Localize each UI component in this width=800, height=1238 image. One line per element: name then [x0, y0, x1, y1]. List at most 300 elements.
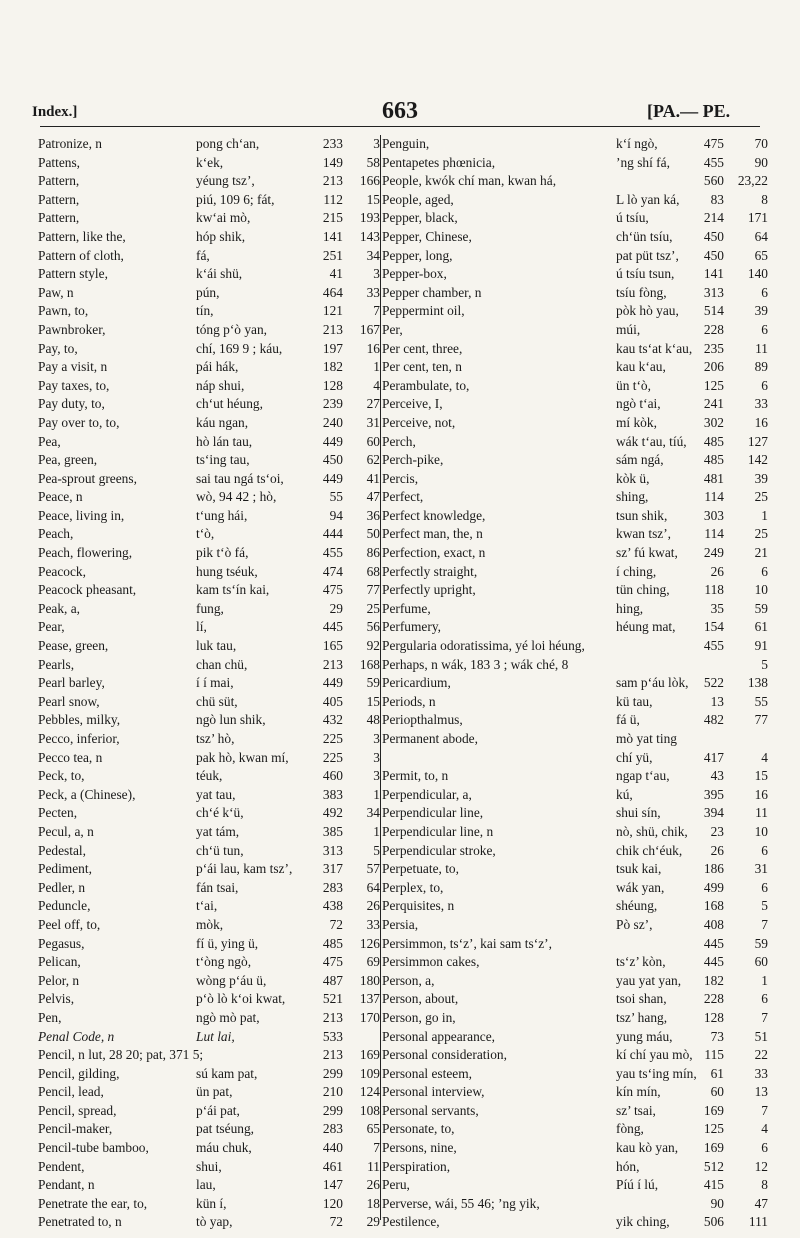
entry-row [38, 1139, 380, 1158]
entry-row [38, 228, 380, 247]
entry-page: 445 [703, 954, 724, 970]
entry-chinese: kú, [616, 786, 633, 802]
entry-row [38, 618, 380, 637]
entry-term: Pendent, [38, 1158, 85, 1174]
entry-row [382, 135, 768, 154]
entry-number: 6 [761, 321, 768, 337]
entry-page: 149 [322, 154, 343, 170]
entry-chinese: t‘ung hái, [196, 507, 248, 523]
entry-number: 6 [761, 1140, 768, 1156]
entry-term: Pentapetes phœnicia, [382, 154, 496, 170]
entry-term: Perfectly straight, [382, 563, 478, 579]
entry-chinese: yau ts‘ing mín, [616, 1065, 697, 1081]
entry-row [38, 209, 380, 228]
entry-term: Persimmon, ts‘z’, kai sam ts‘z’, [382, 935, 552, 951]
entry-number: 7 [761, 916, 768, 932]
entry-page: 303 [703, 507, 724, 523]
entry-term: Pattern, [38, 210, 80, 226]
entry-number: 6 [761, 377, 768, 393]
entry-page: 461 [322, 1158, 343, 1174]
entry-term: Pay, to, [38, 340, 78, 356]
entry-number: 77 [754, 712, 768, 728]
entry-number: 171 [747, 210, 768, 226]
entry-term: Perceive, I, [382, 396, 443, 412]
entry-row [382, 302, 768, 321]
entry-chinese: ts‘z’ kòn, [616, 954, 666, 970]
entry-row [382, 228, 768, 247]
entry-row [38, 879, 380, 898]
entry-page: 13 [710, 693, 724, 709]
entry-row [38, 656, 380, 675]
entry-term: Pea-sprout greens, [38, 470, 137, 486]
entry-term: Perfectly upright, [382, 582, 476, 598]
entry-number: 69 [366, 954, 380, 970]
entry-term: Pawn, to, [38, 303, 89, 319]
entry-page: 506 [703, 1214, 724, 1230]
entry-page: 440 [322, 1140, 343, 1156]
entry-number: 170 [359, 1009, 380, 1025]
entry-term: Pattens, [38, 154, 81, 170]
entry-page: 35 [710, 600, 724, 616]
entry-page: 438 [322, 898, 343, 914]
entry-chinese: tün ching, [616, 582, 670, 598]
entry-term: Pebbles, milky, [38, 712, 121, 728]
entry-term: Pawnbroker, [38, 321, 106, 337]
entry-chinese: tò yap, [196, 1214, 233, 1230]
entry-chinese: p‘ái lau, kam tsz’, [196, 861, 293, 877]
entry-row [38, 711, 380, 730]
entry-chinese: ngò mò pat, [196, 1009, 260, 1025]
entry-number: 65 [366, 1121, 380, 1137]
entry-number: 6 [761, 563, 768, 579]
entry-chinese: kau kò yan, [616, 1140, 679, 1156]
entry-row [382, 563, 768, 582]
entry-chinese: yat tau, [196, 786, 236, 802]
entry-row [382, 656, 768, 675]
entry-row [38, 897, 380, 916]
entry-page: 249 [703, 545, 724, 561]
entry-term: Pattern style, [38, 266, 108, 282]
entry-page: 225 [322, 731, 343, 746]
entry-chinese: kü tau, [616, 693, 653, 709]
entry-page: 299 [322, 1065, 343, 1081]
entry-term: Pecul, a, n [38, 823, 94, 839]
entry-term: Peace, n [38, 489, 83, 505]
entry-row [382, 433, 768, 452]
entry-chinese: hung tséuk, [196, 563, 258, 579]
entry-row [382, 247, 768, 266]
entry-chinese: chü süt, [196, 693, 238, 709]
entry-page: 408 [703, 916, 724, 932]
entry-term: Penal Code, n [38, 1028, 115, 1044]
entry-number: 3 [373, 749, 380, 765]
entry-page: 121 [322, 303, 343, 319]
entry-number: 91 [754, 638, 768, 654]
entry-row [38, 1083, 380, 1102]
entry-row [38, 563, 380, 582]
entry-page: 313 [703, 284, 724, 300]
entry-term: Pelvis, [38, 991, 75, 1007]
entry-row [382, 470, 768, 489]
entry-row [382, 897, 768, 916]
entry-chinese: ngò lun shik, [196, 712, 266, 728]
entry-number: 7 [373, 1140, 380, 1156]
entry-chinese: fá, [196, 247, 210, 263]
entry-number: 55 [754, 693, 768, 709]
entry-number: 11 [755, 805, 768, 821]
entry-row [38, 1176, 380, 1195]
entry-chinese: wò, 94 42 ; hò, [196, 489, 277, 505]
entry-term: Persons, nine, [382, 1140, 457, 1156]
entry-number: 90 [754, 154, 768, 170]
entry-chinese: yau yat yan, [616, 972, 682, 988]
entry-chinese: t‘ò, [196, 526, 215, 542]
entry-row [382, 767, 768, 786]
entry-row [382, 842, 768, 861]
entry-chinese: tín, [196, 303, 214, 319]
entry-page: 125 [703, 377, 724, 393]
entry-page: 215 [322, 210, 343, 226]
entry-row [382, 1176, 768, 1195]
entry-term: Pearl snow, [38, 693, 100, 709]
entry-number: 68 [366, 563, 380, 579]
entry-term: Pattern, [38, 191, 80, 207]
entry-number: 47 [366, 489, 380, 505]
entry-row [38, 358, 380, 377]
entry-row [38, 451, 380, 470]
entry-term: Per cent, three, [382, 340, 463, 356]
entry-page: 182 [703, 972, 724, 988]
entry-term: Paw, n [38, 284, 74, 300]
entry-page: 43 [710, 768, 724, 784]
entry-chinese: tsun shik, [616, 507, 668, 523]
entry-row [382, 1213, 768, 1232]
entry-row [38, 395, 380, 414]
entry-term: Pelican, [38, 954, 81, 970]
entry-term: Pepper chamber, n [382, 284, 482, 300]
entry-chinese: Lut lai, [196, 1028, 235, 1044]
entry-row [382, 414, 768, 433]
entry-row [38, 1065, 380, 1084]
entry-chinese: kwan tsz’, [616, 526, 672, 542]
entry-page: 560 [703, 173, 724, 189]
entry-row [38, 972, 380, 991]
entry-term: Pearls, [38, 656, 75, 672]
entry-page: 213 [322, 173, 343, 189]
entry-term: Peck, a (Chinese), [38, 786, 136, 802]
entry-term: Perch-pike, [382, 452, 444, 468]
entry-row [382, 916, 768, 935]
entry-page: 450 [703, 228, 724, 244]
entry-term: Personal servants, [382, 1102, 479, 1118]
entry-row [38, 507, 380, 526]
entry-number: 138 [747, 675, 768, 691]
entry-row [382, 1009, 768, 1028]
entry-term: Pear, [38, 619, 65, 635]
entry-page: 445 [322, 619, 343, 635]
entry-page: 499 [703, 879, 724, 895]
entry-row [38, 302, 380, 321]
entry-chinese: mí kòk, [616, 414, 657, 430]
entry-chinese: kw‘ai mò, [196, 210, 251, 226]
entry-page: 29 [329, 600, 343, 616]
entry-term: Pay over to, to, [38, 414, 120, 430]
entry-term: Pecco tea, n [38, 749, 103, 765]
entry-term: Peach, flowering, [38, 545, 133, 561]
entry-term: Perfume, [382, 600, 431, 616]
entry-chinese: mòk, [196, 916, 224, 932]
entry-chinese: tsuk kai, [616, 861, 662, 877]
entry-number: 8 [761, 191, 768, 207]
entry-row [382, 600, 768, 619]
entry-number: 92 [366, 638, 380, 654]
entry-page: 61 [710, 1065, 724, 1081]
entry-number: 36 [366, 507, 380, 523]
entry-chinese: yéung tsz’, [196, 173, 255, 189]
entry-page: 141 [322, 228, 343, 244]
entry-number: 3 [373, 731, 380, 746]
entry-page: 228 [703, 991, 724, 1007]
entry-chinese: k‘ek, [196, 154, 224, 170]
entry-chinese: pòk hò yau, [616, 303, 679, 319]
entry-page: 128 [322, 377, 343, 393]
entry-page: 83 [710, 191, 724, 207]
entry-number: 12 [754, 1158, 768, 1174]
entry-page: 482 [703, 712, 724, 728]
entry-chinese: kam ts‘ín kai, [196, 582, 270, 598]
entry-term: Perfumery, [382, 619, 441, 635]
entry-page: 228 [703, 321, 724, 337]
entry-row [382, 1028, 768, 1047]
entry-page: 214 [703, 210, 724, 226]
entry-page: 94 [329, 507, 343, 523]
entry-page: 239 [322, 396, 343, 412]
entry-number: 15 [366, 191, 380, 207]
entry-row [382, 749, 768, 768]
entry-row [382, 1139, 768, 1158]
entry-number: 11 [755, 340, 768, 356]
entry-number: 1 [761, 507, 768, 523]
entry-number: 180 [359, 972, 380, 988]
entry-row [382, 1120, 768, 1139]
entry-row [382, 154, 768, 173]
entry-term: Pattern, [38, 173, 80, 189]
entry-term: Perfect man, the, n [382, 526, 483, 542]
entry-term: Pestilence, [382, 1214, 440, 1230]
entry-row [382, 340, 768, 359]
entry-page: 112 [323, 191, 343, 207]
entry-term: Pencil-tube bamboo, [38, 1140, 149, 1156]
entry-page: 213 [322, 321, 343, 337]
entry-number: 33 [366, 916, 380, 932]
entry-page: 481 [703, 470, 724, 486]
entry-term: Pea, green, [38, 452, 98, 468]
entry-number: 3 [373, 266, 380, 282]
entry-page: 120 [322, 1195, 343, 1211]
entry-page: 213 [322, 1009, 343, 1025]
entry-term: Pen, [38, 1009, 62, 1025]
index-label: Index.] [32, 104, 78, 120]
entry-chinese: tsoi shan, [616, 991, 667, 1007]
column-divider [380, 135, 381, 1220]
entry-row [382, 172, 768, 191]
entry-term: Perhaps, n wák, 183 3 ; wák ché, 8 [382, 656, 569, 672]
entry-number: 56 [366, 619, 380, 635]
left-column [38, 135, 380, 1232]
entry-page: 118 [704, 582, 724, 598]
entry-page: 521 [322, 991, 343, 1007]
entry-row [382, 1158, 768, 1177]
entry-chinese: máu chuk, [196, 1140, 252, 1156]
entry-term: Permit, to, n [382, 768, 449, 784]
entry-page: 72 [329, 916, 343, 932]
entry-term: Pendant, n [38, 1177, 95, 1193]
entry-number: 109 [359, 1065, 380, 1081]
entry-number: 89 [754, 359, 768, 375]
entry-page: 514 [703, 303, 724, 319]
entry-page: 533 [322, 1028, 343, 1044]
entry-page: 55 [329, 489, 343, 505]
entry-chinese: tsíu fòng, [616, 284, 667, 300]
entry-number: 26 [366, 898, 380, 914]
entry-term: People, kwók chí man, kwan há, [382, 173, 557, 189]
entry-chinese: shui sín, [616, 805, 661, 821]
entry-row [38, 247, 380, 266]
entry-chinese: t‘òng ngò, [196, 954, 252, 970]
entry-page: 432 [322, 712, 343, 728]
entry-term: Pericardium, [382, 675, 451, 691]
entry-chinese: p‘ò lò k‘oi kwat, [196, 991, 286, 1007]
entry-term: Peppermint oil, [382, 303, 465, 319]
entry-page: 165 [322, 638, 343, 654]
entry-number: 7 [761, 1009, 768, 1025]
entry-number: 25 [754, 526, 768, 542]
entry-number: 6 [761, 991, 768, 1007]
entry-chinese: tóng p‘ò yan, [196, 321, 268, 337]
entry-term: Perfection, exact, n [382, 545, 486, 561]
entry-term: Pease, green, [38, 638, 109, 654]
entry-term: Person, go in, [382, 1009, 456, 1025]
entry-term: Permanent abode, [382, 731, 478, 746]
entry-row [38, 1195, 380, 1214]
entry-chinese: yik ching, [616, 1214, 670, 1230]
entry-term: Pepper, Chinese, [382, 228, 472, 244]
entry-chinese: tsz’ hò, [196, 731, 235, 746]
entry-number: 60 [754, 954, 768, 970]
entry-term: Peduncle, [38, 898, 91, 914]
entry-number: 61 [754, 619, 768, 635]
entry-chinese: lí, [196, 619, 207, 635]
entry-page: 147 [322, 1177, 343, 1193]
entry-page: 186 [703, 861, 724, 877]
entry-page: 283 [322, 879, 343, 895]
entry-page: 449 [322, 675, 343, 691]
entry-term: Periopthalmus, [382, 712, 463, 728]
entry-row [38, 842, 380, 861]
entry-chinese: chik ch‘éuk, [616, 842, 683, 858]
entry-page: 474 [322, 563, 343, 579]
entry-row [38, 935, 380, 954]
entry-row [38, 470, 380, 489]
entry-term: Penguin, [382, 136, 430, 151]
entry-page: 475 [703, 136, 724, 151]
entry-row [382, 1046, 768, 1065]
entry-number: 1 [373, 359, 380, 375]
entry-chinese: hóp shik, [196, 228, 246, 244]
entry-row [382, 377, 768, 396]
entry-chinese: yung máu, [616, 1028, 673, 1044]
entry-chinese: sz’ fú kwat, [616, 545, 678, 561]
entry-number: 7 [373, 303, 380, 319]
entry-page: 485 [703, 433, 724, 449]
entry-term: Persia, [382, 916, 419, 932]
entry-number: 31 [366, 414, 380, 430]
entry-term: Peach, [38, 526, 74, 542]
entry-number: 3 [373, 768, 380, 784]
entry-term: Pencil-maker, [38, 1121, 113, 1137]
entry-row [38, 693, 380, 712]
entry-term: Peace, living in, [38, 507, 125, 523]
entry-row [38, 600, 380, 619]
entry-page: 235 [703, 340, 724, 356]
entry-page: 72 [329, 1214, 343, 1230]
entry-page: 251 [322, 247, 343, 263]
entry-chinese: kòk ü, [616, 470, 650, 486]
entry-row [382, 321, 768, 340]
entry-number: 59 [366, 675, 380, 691]
entry-row [38, 767, 380, 786]
entry-row [38, 1158, 380, 1177]
entry-number: 1 [761, 972, 768, 988]
entry-term: Pay taxes, to, [38, 377, 110, 393]
entry-row [38, 172, 380, 191]
entry-row [38, 581, 380, 600]
entry-number: 111 [748, 1214, 768, 1230]
entry-term: Pegasus, [38, 935, 85, 951]
entry-row [382, 804, 768, 823]
entry-page: 415 [703, 1177, 724, 1193]
entry-chinese: kau k‘au, [616, 359, 666, 375]
entry-number: 64 [754, 228, 768, 244]
entry-page: 302 [703, 414, 724, 430]
entry-row [38, 786, 380, 805]
entry-row [38, 265, 380, 284]
entry-page: 169 [703, 1102, 724, 1118]
entry-page: 114 [704, 489, 724, 505]
entry-term: Perpendicular line, n [382, 823, 494, 839]
entry-row [382, 191, 768, 210]
entry-row [38, 525, 380, 544]
entry-row [382, 972, 768, 991]
entry-page: 475 [322, 582, 343, 598]
entry-term: Pecco, inferior, [38, 731, 120, 746]
entry-chinese: ú tsíu, [616, 210, 649, 226]
entry-number: 11 [367, 1158, 380, 1174]
entry-chinese: kí chí yau mò, [616, 1047, 693, 1063]
entry-number: 39 [754, 470, 768, 486]
entry-number: 169 [359, 1047, 380, 1063]
entry-row [382, 879, 768, 898]
entry-chinese: piú, 109 6; fát, [196, 191, 275, 207]
entry-term: Pepper, long, [382, 247, 453, 263]
entry-chinese: sz’ tsai, [616, 1102, 656, 1118]
entry-chinese: kün í, [196, 1195, 227, 1211]
entry-row [38, 1046, 380, 1065]
entry-row [38, 953, 380, 972]
entry-page: 206 [703, 359, 724, 375]
entry-row [38, 414, 380, 433]
entry-number: 6 [761, 284, 768, 300]
